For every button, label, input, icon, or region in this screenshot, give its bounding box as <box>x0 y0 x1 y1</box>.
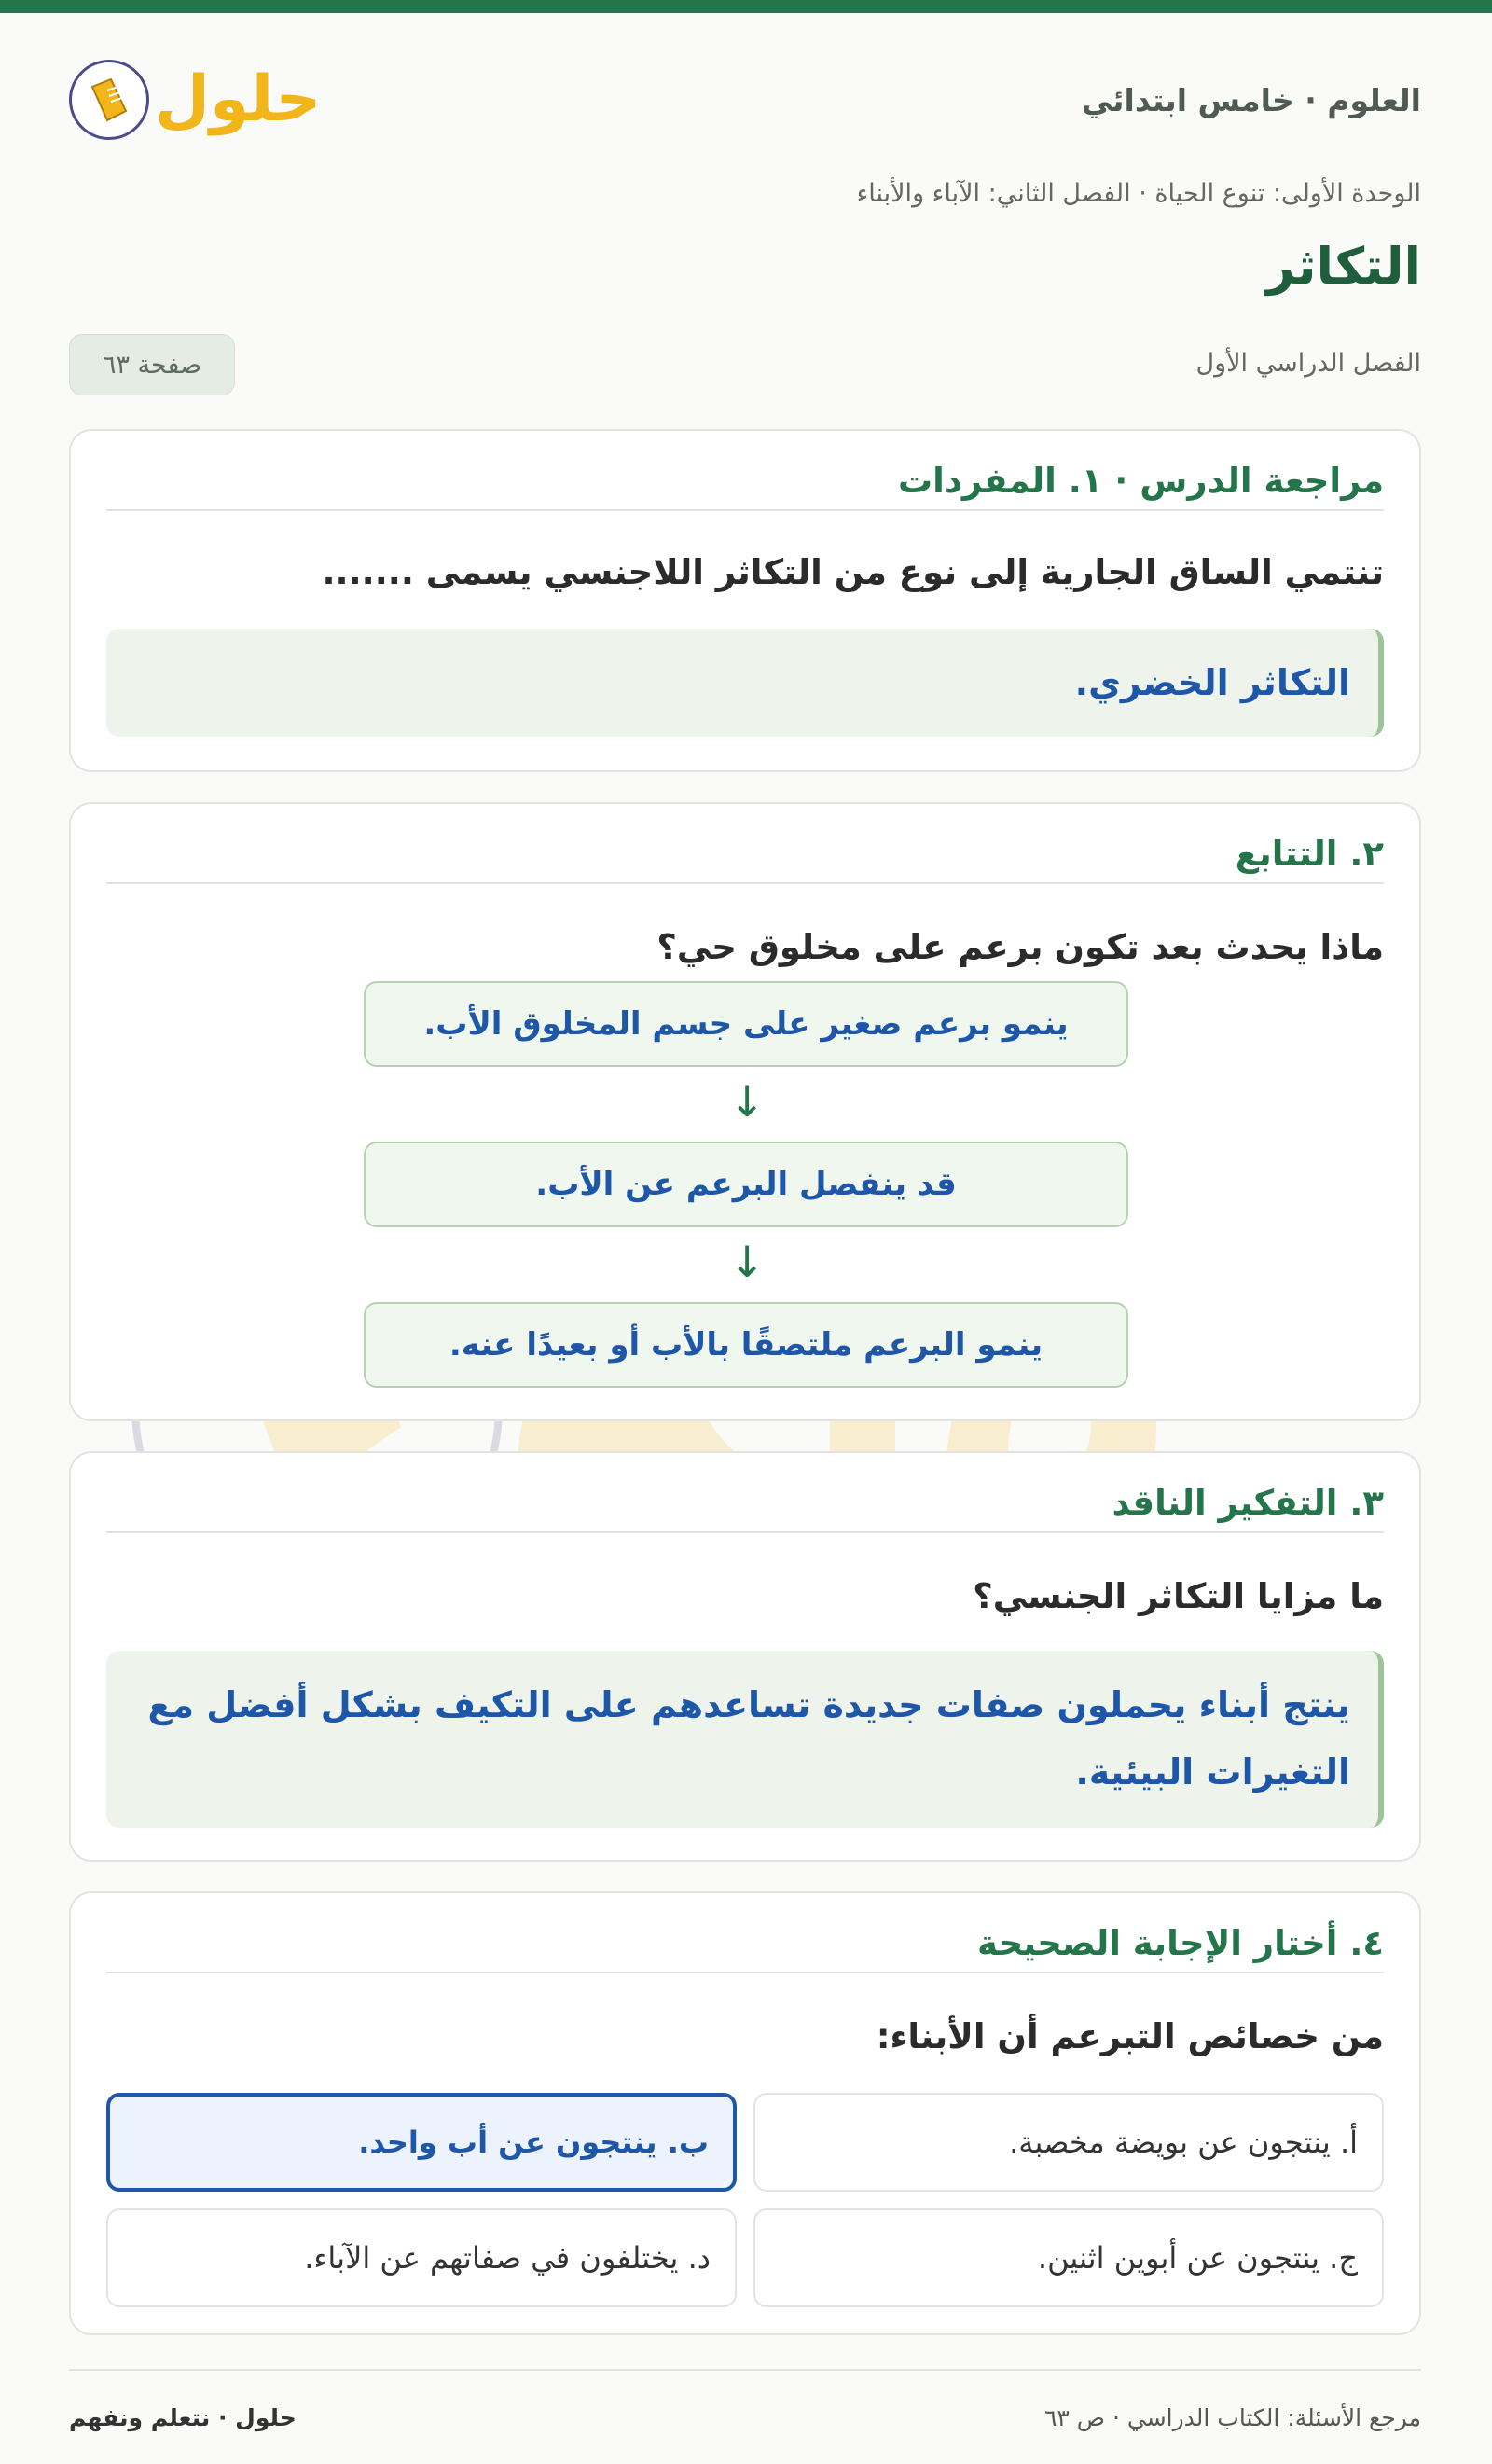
option-b-selected[interactable]: ب. ينتجون عن أب واحد. <box>106 2093 737 2192</box>
answer-text: ينتج أبناء يحملون صفات جديدة تساعدهم على التكيف بشكل أفضل مع التغيرات البيئية. <box>147 1684 1350 1793</box>
book-icon <box>69 60 149 140</box>
question-text: تنتمي الساق الجارية إلى نوع من التكاثر اللاجنسي يسمى ....... <box>322 552 1384 592</box>
arrow-down-icon: ↓ <box>728 1237 766 1287</box>
sequence-step: ينمو برعم صغير على جسم المخلوق الأب. <box>364 981 1128 1067</box>
section-header <box>106 1917 1384 1973</box>
section-heading: مراجعة الدرس · ١. المفردات <box>897 461 1384 501</box>
option-c[interactable]: ج. ينتجون عن أبوين اثنين. <box>753 2208 1384 2307</box>
term-label: الفصل الدراسي الأول <box>1195 349 1421 378</box>
section-header <box>106 455 1384 511</box>
arrow-down-icon: ↓ <box>728 1076 766 1127</box>
page-number-badge: صفحة ٦٣ <box>69 334 235 395</box>
page-title: التكاثر <box>1265 237 1421 296</box>
question-text: ماذا يحدث بعد تكون برعم على مخلوق حي؟ <box>656 927 1384 967</box>
option-a[interactable]: أ. ينتجون عن بويضة مخصبة. <box>753 2093 1384 2192</box>
page-footer <box>69 2369 1421 2431</box>
section-heading: ٤. أختار الإجابة الصحيحة <box>977 1923 1384 1963</box>
breadcrumb: الوحدة الأولى: تنوع الحياة · الفصل الثاني: الآباء والأبناء <box>856 179 1421 208</box>
section-heading: ٢. التتابع <box>1235 834 1384 874</box>
sequence-step: قد ينفصل البرعم عن الأب. <box>364 1142 1128 1227</box>
option-d[interactable]: د. يختلفون في صفاتهم عن الآباء. <box>106 2208 737 2307</box>
question-text: من خصائص التبرعم أن الأبناء: <box>876 2016 1384 2056</box>
sequence-step: ينمو البرعم ملتصقًا بالأب أو بعيدًا عنه. <box>364 1302 1128 1388</box>
page-header <box>69 58 1421 142</box>
footer-reference: مرجع الأسئلة: الكتاب الدراسي · ص ٦٣ <box>1043 2404 1421 2431</box>
subject-title: العلوم · خامس ابتدائي <box>1081 81 1421 118</box>
section-header <box>106 828 1384 884</box>
section-header <box>106 1477 1384 1533</box>
section-heading: ٣. التفكير الناقد <box>1112 1483 1384 1523</box>
answer-box <box>106 629 1384 737</box>
answer-box <box>106 1651 1384 1828</box>
sequence-card <box>69 802 1421 1421</box>
multiple-choice-card <box>69 1891 1421 2335</box>
site-logo[interactable] <box>69 58 321 142</box>
logo-wordmark: حلول <box>155 62 322 136</box>
footer-brand: حلول · نتعلم ونفهم <box>69 2404 297 2431</box>
question-text: ما مزايا التكاثر الجنسي؟ <box>973 1576 1384 1616</box>
vocab-card <box>69 429 1421 772</box>
answer-text: التكاثر الخضري. <box>1074 662 1350 703</box>
critical-thinking-card <box>69 1451 1421 1862</box>
top-accent-bar <box>0 0 1492 13</box>
